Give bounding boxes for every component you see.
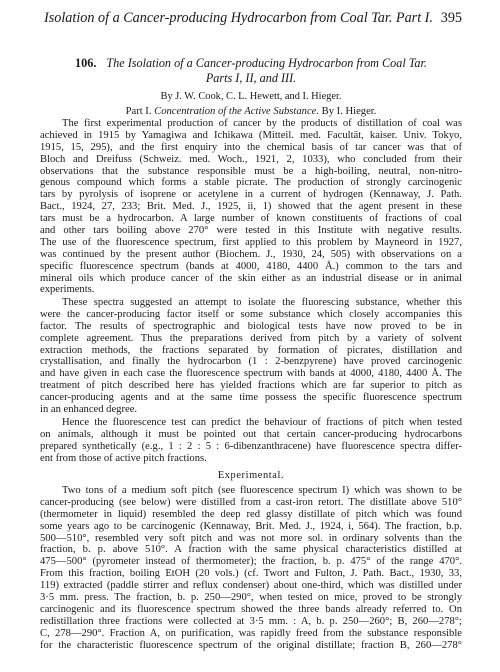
text-line: From this fraction, boiling EtOH (20 vols.) (cf. Twort and Fulton, J. Path. Bact., 1930, 33,	[40, 568, 462, 580]
article-title	[40, 56, 462, 86]
text-line: specific fluorescence spectrum (bands at 4000, 4180, 4400 Å.) common to the tars and	[40, 260, 462, 272]
text-line: cancer-producing (see below) were distilled from a cast-iron retort. The distillate above 510°	[40, 496, 462, 508]
text-line: 3·5 mm. press. The fraction, b. p. 250—290°, when tested on mice, proved to be strongly	[40, 592, 462, 604]
part-subtitle: Concentration of the Active Substance.	[154, 106, 319, 117]
text-line: in an enhanced degree.	[40, 404, 138, 416]
text-line: Bact., 1924, 27, 233; Brit. Med. J., 1925, ii, 1) showed that the agent present in these	[40, 201, 462, 213]
text-line: C, 278—290°. Fraction A, on purification, was rapidly freed from the substance responsible	[40, 627, 462, 639]
text-line: These spectra suggested an attempt to isolate the fluorescing substance, whether this	[62, 297, 462, 308]
part-heading	[40, 106, 462, 118]
text-line: extraction methods, the fractions separated by formation of picrates, distillation and	[40, 344, 462, 356]
text-line: The use of the fluorescence spectrum, first applied to this problem by Mayneord in 1927,	[40, 236, 462, 248]
text-line: factor. The results of spectrographic and biological tests have now proved to be in	[40, 320, 462, 332]
text-line: treatment of pitch described here has yielded fractions which are far superior to pitch as	[40, 380, 462, 392]
running-head	[44, 10, 462, 26]
text-line: Hence the fluorescence test can predict the behaviour of fractions of pitch when tested	[62, 417, 462, 428]
text-line: 500—510°, resembled very soft pitch and was not more sol. in ordinary solvents than the	[40, 532, 462, 544]
text-line: experiments.	[40, 284, 95, 296]
text-line: was continued by the present author (Biochem. J., 1930, 24, 505) with observations on a	[40, 248, 462, 260]
text-line: on animals, although it must be pointed out that certain cancer-producing hydrocarbons	[40, 428, 462, 440]
text-line: 475—500° (pyrometer instead of thermometer); the fraction, b. p. 475° of the range 470°.	[40, 556, 462, 568]
text-line: The first experimental production of cancer by the products of distillation of coal was	[62, 118, 462, 129]
text-line: mineral oils which produce cancer of the skin either as an industrial disease or in animal	[40, 272, 462, 284]
paragraph-3	[40, 417, 462, 465]
text-line: and have given in each case the fluorescence spectrum with bands at 4000, 4180, 4400 Å. The	[40, 368, 462, 380]
text-line: (thermometer in liquid) resembled the deep red glassy distillate of pitch which was found	[40, 508, 462, 520]
text-line: prepared synthetically (e.g., 1 : 2 : 5 : 6-dibenzanthracene) have fluorescence spectra differ-	[40, 440, 462, 452]
experimental-heading: Experimental.	[217, 470, 285, 481]
text-line: ent from those of active pitch fractions.	[40, 452, 207, 464]
page-number: 395	[440, 10, 462, 26]
text-line: tars by pyrolysis of isoprene or acetylene in a current of hydrogen (Kennaway, J. Path.	[40, 189, 462, 201]
text-line: some years ago to be carcinogenic (Kennaway, Brit. Med. J., 1924, i, 564). The fraction, b.p.	[40, 520, 462, 532]
text-line: Bloch and Dreifuss (Schweiz. med. Woch., 1921, 2, 1033), who concluded from their	[40, 153, 462, 165]
paragraph-2	[40, 297, 462, 416]
text-line: genous compound which forms a stable picrate. The production of strongly carcinogenic	[40, 177, 462, 189]
text-line: cancer-producing agents and at the same time possess the specific fluorescence spectrum	[40, 392, 462, 404]
text-line: 1915, 15, 295), and the first enquiry into the chemical basis of tar cancer was that of	[40, 141, 462, 153]
paragraph-1	[40, 118, 462, 296]
running-head-title: Isolation of a Cancer-producing Hydrocarbon from Coal Tar. Part I.	[44, 10, 433, 26]
text-line: Two tons of a medium soft pitch (see fluorescence spectrum I) which was shown to be	[62, 485, 462, 496]
part-label: Part I.	[125, 106, 152, 117]
text-line: fraction, b. p. above 510°. A fraction with the same physical characteristics distilled at	[40, 544, 462, 556]
text-line: complete agreement. Thus the preparations derived from pitch by a variety of solvent	[40, 332, 462, 344]
article-number: 106.	[75, 56, 97, 70]
text-line: crystallisation, and finally the hydrocarbon (1 : 2-benzpyrene) have proved carcinogenic	[40, 356, 462, 368]
part-byline: By I. Hieger.	[321, 106, 377, 117]
authors: By J. W. Cook, C. L. Hewett, and I. Hieger.	[160, 91, 342, 102]
text-line: 119) extracted (paddle stirrer and reflux condenser) about one-third, which was distilled under	[40, 580, 462, 592]
text-line: and other tars boiling above 270° were tested in this Institute with negative results.	[40, 225, 462, 237]
text-line: observations that the substance responsible must be a high-boiling, neutral, non-nitro-	[40, 165, 462, 177]
text-line: for the characteristic fluorescence spectrum of the original distillate; fraction B, 260—278°	[40, 639, 462, 651]
text-line: carcinogenic and its fluorescence spectrum showed the three bands already referred to. On	[40, 603, 462, 615]
text-line: tars must be a hydrocarbon. A large number of known constituents of fractions of coal	[40, 213, 462, 225]
paragraph-4	[40, 485, 462, 651]
text-line: redistillation three fractions were collected at 3·5 mm. : A, b. p. 250—260°; B, 260—278°;	[40, 615, 462, 627]
title-line-2: Parts I, II, and III.	[205, 71, 297, 85]
title-line-1: The Isolation of a Cancer-producing Hydrocarbon from Coal Tar.	[106, 56, 427, 70]
text-line: were the cancer-producing factor itself or some substance which closely accompanies this	[40, 308, 462, 320]
text-line: achieved in 1915 by Yamagiwa and Ichikawa (Mitteil. med. Facultät, kaiser. Univ. Tokyo,	[40, 129, 462, 141]
